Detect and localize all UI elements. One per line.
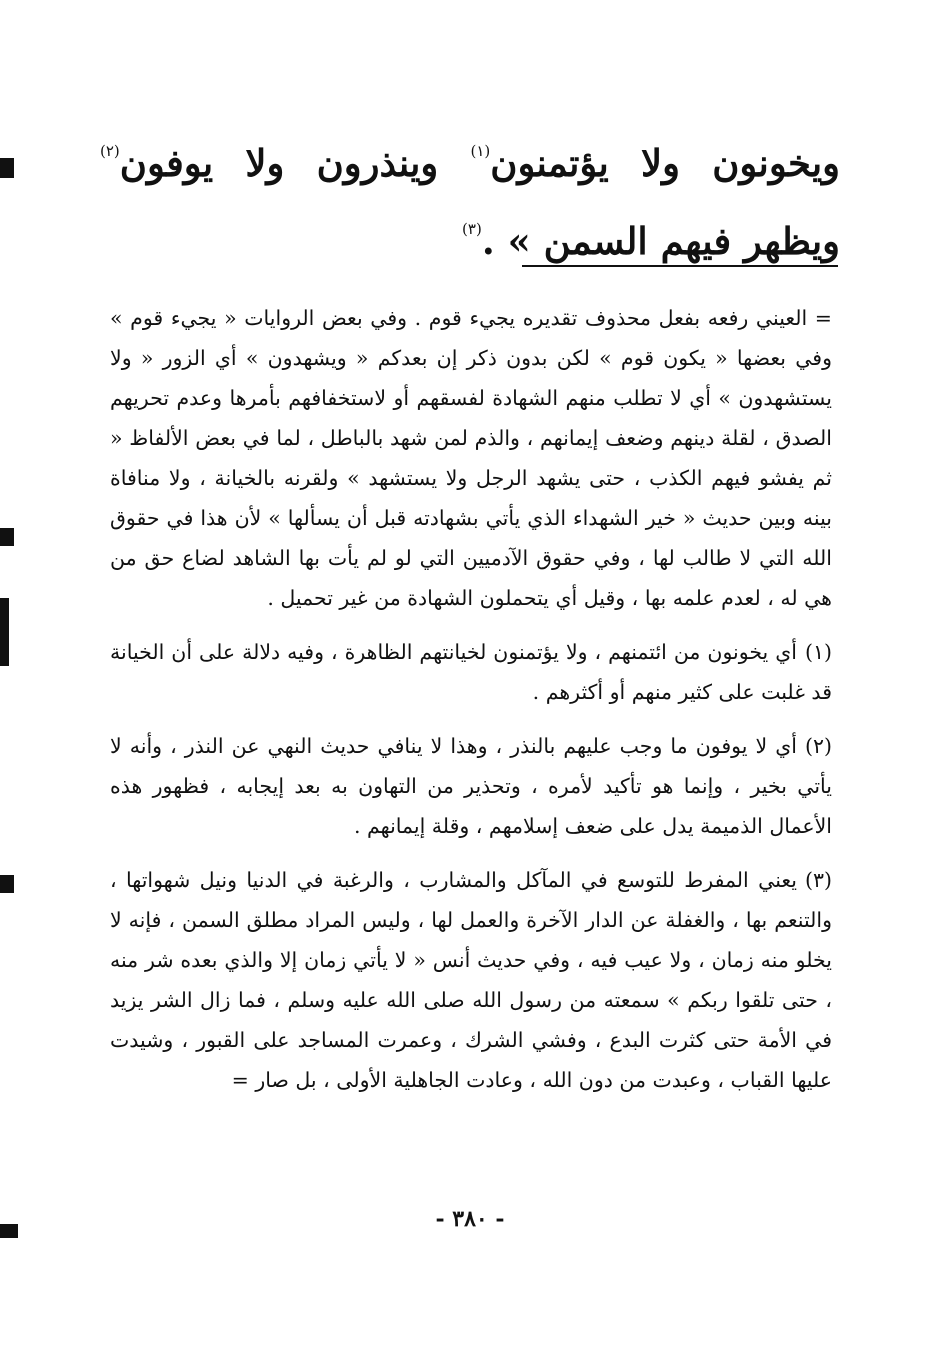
hadith-text [100, 118, 840, 274]
footnote-3 [110, 860, 832, 1100]
footnote-number: (٣) [804, 868, 832, 892]
footnote-number: (١) [804, 640, 832, 664]
footnote-1 [110, 632, 832, 712]
footnote-ref-2[interactable]: (٢) [100, 142, 120, 160]
footnote-separator [522, 265, 838, 267]
footnote-continuation: = العيني رفعه بفعل محذوف تقديره يجيء قوم . وفي بعض الروايات « يجيء قوم » وفي بعضها « يكون قوم » لكن بدون ذكر إن بعدكم « ويشهدون » أي الزور « ولا يستشهدون » أي لا تطلب منهم الشهادة لفسقهم أو لاستخفافهم بأمرها وعدم تحريهم الصدق ، لقلة دينهم وضعف إيمانهم ، والذم لمن شهد بالباطل ، لما في بعض الألفاظ « ثم يفشو فيهم الكذب ، حتى يشهد الرجل ولا يستشهد » ولقرنه بالخيانة ، ولا منافاة بينه وبين حديث « خير الشهداء الذي يأتي بشهادته قبل أن يسألها » لأن هذا في حقوق الله التي لا طالب لها ، وفي حقوق الآدميين التي لو لم يأت بها الشاهد لضاع حق من هي له ، لعدم علمه بها ، وقيل أي يتحملون الشهادة من غير تحميل . [110, 306, 832, 610]
scan-edge-mark [0, 598, 9, 666]
scan-edge-mark [0, 875, 14, 893]
footnote-ref-3[interactable]: (٣) [462, 220, 482, 238]
page-number: - ٣٨٠ - [435, 1206, 505, 1232]
footnote-number: (٢) [804, 734, 832, 758]
hadith-text-part-1: ويخونون ولا يؤتمنون [490, 141, 840, 185]
scan-edge-mark [0, 1224, 18, 1238]
scan-edge-mark [0, 158, 14, 178]
footnote-ref-1[interactable]: (١) [470, 142, 491, 160]
footnote-text: أي لا يوفون ما وجب عليهم بالنذر ، وهذا لا ينافي حديث النهي عن النذر ، وأنه لا يأتي بخير ، وإنما هو تأكيد لأمره ، وتحذير من التهاون به بعد إيجابه ، فظهور هذه الأعمال الذميمة يدل على ضعف إسلامهم ، وقلة إيمانهم . [110, 734, 832, 838]
hadith-text-part-3: ويظهر فيهم السمن » . [481, 219, 840, 263]
footnote-2 [110, 726, 832, 846]
hadith-text-part-2: وينذرون ولا يوفون [119, 141, 471, 185]
footnotes-section [110, 298, 832, 1114]
footnote-text: أي يخونون من ائتمنهم ، ولا يؤتمنون لخيانتهم الظاهرة ، وفيه دلالة على أن الخيانة قد غلبت على كثير منهم أو أكثرهم . [110, 640, 832, 704]
scan-edge-mark [0, 528, 14, 546]
footnote-text: يعني المفرط للتوسع في المآكل والمشارب ، والرغبة في الدنيا ونيل شهواتها ، والتنعم بها ، والغفلة عن الدار الآخرة والعمل لها ، وليس المراد مطلق السمن ، فإنه لا يخلو منه زمان ، ولا عيب فيه ، وفي حديث أنس « لا يأتي زمان إلا والذي بعده شر منه ، حتى تلقوا ربكم » سمعته من رسول الله صلى الله عليه وسلم ، فما زال الشر يزيد في الأمة حتى كثرت البدع ، وفشي الشرك ، وعمرت المساجد على القبور ، وشيدت عليها القباب ، وعبدت من دون الله ، وعادت الجاهلية الأولى ، بل صار = [110, 868, 832, 1092]
